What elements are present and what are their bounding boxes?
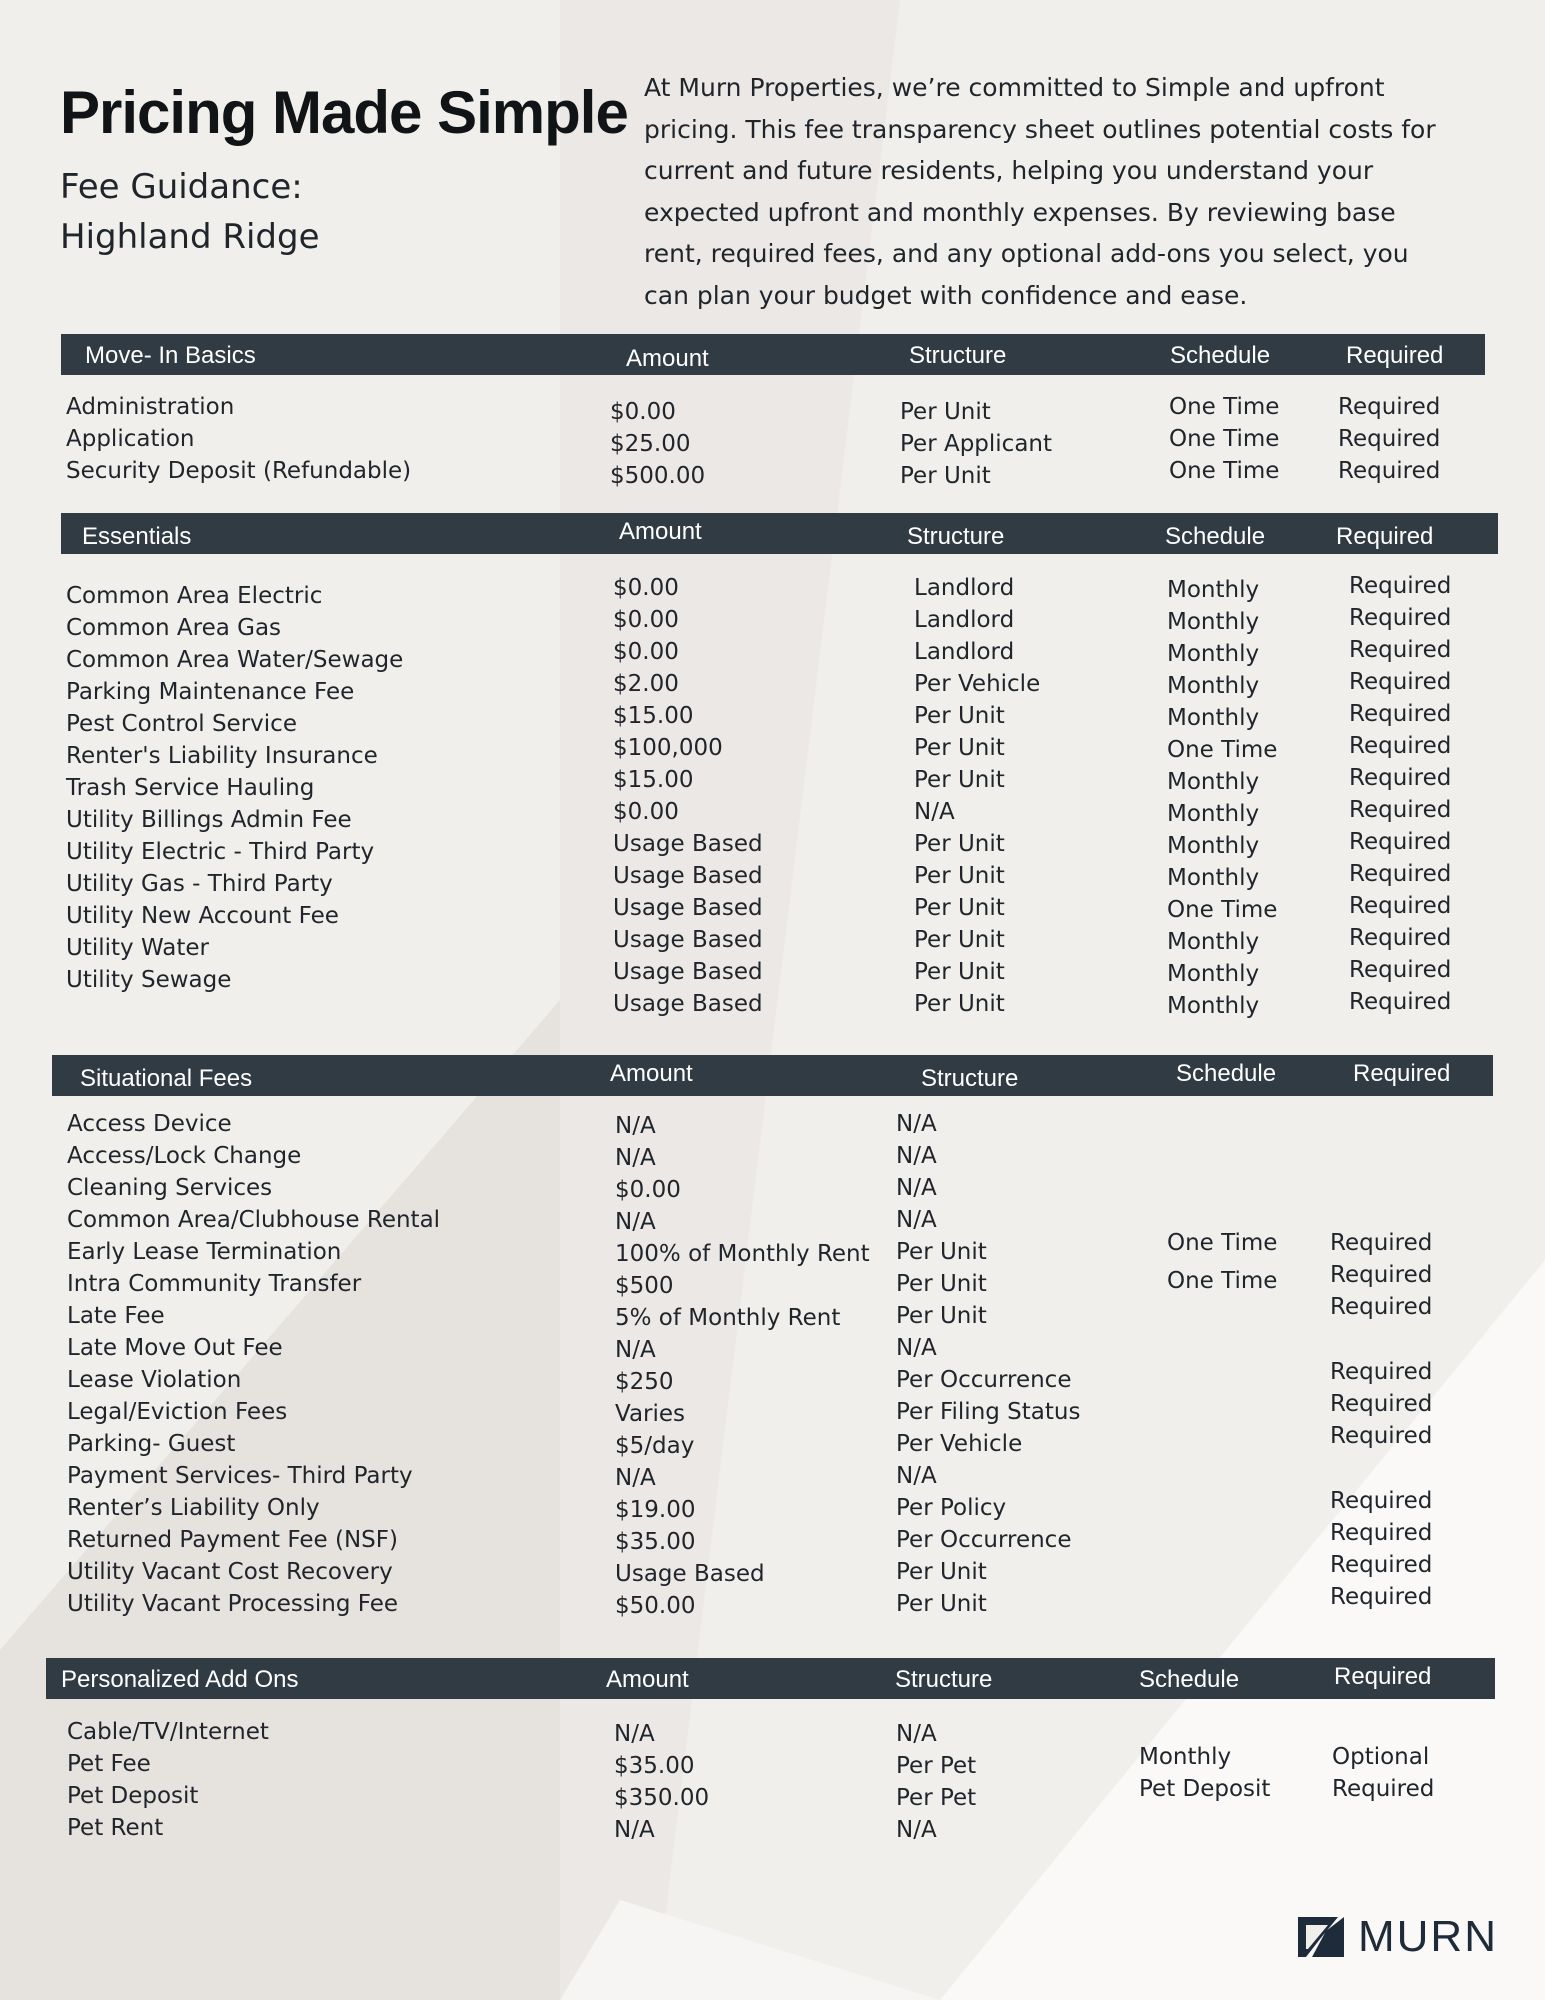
- situational-amounts: [615, 1110, 870, 1622]
- fee-structure: N/A: [896, 1207, 937, 1233]
- fee-schedule: Monthly: [1167, 577, 1260, 603]
- fee-required: Required: [1349, 573, 1452, 599]
- fee-amount: N/A: [615, 1209, 656, 1235]
- subtitle-line-1: Fee Guidance:: [60, 167, 303, 207]
- column-header-structure: Structure: [895, 1666, 993, 1693]
- fee-structure: Per Occurrence: [896, 1367, 1072, 1393]
- fee-amount: $15.00: [613, 767, 694, 793]
- fee-name: Renter's Liability Insurance: [66, 743, 378, 769]
- situational-required-block-3: [1330, 1485, 1432, 1613]
- column-header-amount: Amount: [610, 1060, 693, 1087]
- move-in-required: [1338, 391, 1440, 487]
- fee-structure: Per Unit: [896, 1591, 987, 1617]
- fee-schedule: Monthly: [1167, 641, 1260, 667]
- fee-amount: Usage Based: [613, 927, 763, 953]
- intro-paragraph: At Murn Properties, we’re committed to Simple and upfront pricing. This fee transparency sheet outlines potential costs for current and future residents, helping you understand your expected upfront and monthly expenses. By reviewing base rent, required fees, and any optional add-ons you select, you can plan your budget with confidence and ease.: [644, 73, 1436, 310]
- fee-required: Required: [1332, 1776, 1435, 1802]
- fee-required: Required: [1338, 426, 1441, 452]
- section-title: Situational Fees: [80, 1065, 253, 1092]
- fee-structure: Per Unit: [900, 399, 991, 425]
- fee-required: Required: [1349, 829, 1452, 855]
- situational-required-block-1: [1330, 1227, 1432, 1323]
- fee-name: Late Move Out Fee: [67, 1335, 283, 1361]
- fee-structure: Per Vehicle: [896, 1431, 1023, 1457]
- column-header-structure: Structure: [907, 523, 1005, 550]
- fee-structure: N/A: [896, 1143, 937, 1169]
- column-header-structure: Structure: [909, 342, 1007, 369]
- fee-name: Trash Service Hauling: [66, 775, 315, 801]
- fee-required: Required: [1330, 1584, 1433, 1610]
- fee-name: Utility Electric - Third Party: [66, 839, 375, 865]
- fee-schedule: Monthly: [1167, 865, 1260, 891]
- fee-schedule: One Time: [1169, 394, 1280, 420]
- fee-structure: Per Unit: [896, 1559, 987, 1585]
- fee-amount: $15.00: [613, 703, 694, 729]
- situational-structures: [896, 1108, 1080, 1620]
- fee-amount: $0.00: [613, 575, 679, 601]
- fee-name: Parking Maintenance Fee: [66, 679, 355, 705]
- fee-structure: N/A: [896, 1175, 937, 1201]
- section-header-move-in: [61, 334, 1485, 375]
- fee-amount: $350.00: [614, 1785, 710, 1811]
- fee-structure: Per Unit: [914, 831, 1005, 857]
- fee-required: Required: [1330, 1391, 1433, 1417]
- column-header-required: Required: [1336, 523, 1434, 550]
- fee-schedule: Monthly: [1139, 1744, 1232, 1770]
- fee-amount: $0.00: [610, 399, 676, 425]
- addons-required: [1332, 1741, 1434, 1805]
- move-in-amounts: [610, 396, 705, 492]
- fee-schedule: Monthly: [1167, 961, 1260, 987]
- subtitle-line-2: Highland Ridge: [60, 217, 320, 257]
- fee-name: Common Area Gas: [66, 615, 282, 641]
- fee-schedule: Monthly: [1167, 993, 1260, 1019]
- essentials-names: [66, 580, 403, 996]
- column-header-schedule: Schedule: [1170, 342, 1271, 369]
- addons-schedules: [1139, 1741, 1270, 1805]
- fee-structure: Per Unit: [914, 991, 1005, 1017]
- fee-schedule: One Time: [1169, 458, 1280, 484]
- fee-schedule: One Time: [1167, 737, 1278, 763]
- fee-structure: Per Policy: [896, 1495, 1007, 1521]
- murn-logo: [1298, 1912, 1498, 1962]
- essentials-required: [1349, 570, 1451, 1018]
- fee-name: Pet Rent: [67, 1815, 164, 1841]
- fee-amount: $5/day: [615, 1433, 695, 1459]
- fee-required: Required: [1330, 1262, 1433, 1288]
- fee-name: Early Lease Termination: [67, 1239, 342, 1265]
- fee-structure: Per Unit: [914, 703, 1005, 729]
- fee-structure: N/A: [914, 799, 955, 825]
- fee-amount: $19.00: [615, 1497, 696, 1523]
- fee-name: Late Fee: [67, 1303, 165, 1329]
- fee-amount: Usage Based: [615, 1561, 765, 1587]
- fee-amount: $0.00: [613, 607, 679, 633]
- fee-amount: $0.00: [615, 1177, 681, 1203]
- situational-required-block-2: [1330, 1356, 1432, 1452]
- fee-name: Intra Community Transfer: [67, 1271, 362, 1297]
- fee-required: Required: [1330, 1552, 1433, 1578]
- fee-required: Required: [1349, 605, 1452, 631]
- fee-amount: $250: [615, 1369, 674, 1395]
- addons-amounts: [614, 1718, 709, 1846]
- fee-structure: Per Vehicle: [914, 671, 1041, 697]
- column-header-required: Required: [1353, 1060, 1451, 1087]
- essentials-structures: [914, 572, 1040, 1020]
- addons-structures: [896, 1718, 976, 1846]
- fee-name: Payment Services- Third Party: [67, 1463, 413, 1489]
- fee-structure: Per Applicant: [900, 431, 1053, 457]
- column-header-amount: Amount: [619, 518, 702, 545]
- fee-name: Application: [66, 426, 195, 452]
- fee-name: Access Device: [67, 1111, 232, 1137]
- column-header-required: Required: [1346, 342, 1444, 369]
- fee-structure: Per Unit: [914, 959, 1005, 985]
- page-title: Pricing Made Simple: [60, 79, 628, 146]
- fee-required: Optional: [1332, 1744, 1430, 1770]
- fee-name: Utility Gas - Third Party: [66, 871, 333, 897]
- fee-structure: N/A: [896, 1721, 937, 1747]
- column-header-schedule: Schedule: [1176, 1060, 1277, 1087]
- fee-amount: Usage Based: [613, 831, 763, 857]
- column-header-schedule: Schedule: [1165, 523, 1266, 550]
- fee-required: Required: [1349, 701, 1452, 727]
- fee-structure: Per Pet: [896, 1753, 977, 1779]
- fee-required: Required: [1349, 637, 1452, 663]
- murn-logo-icon: [1298, 1917, 1344, 1957]
- fee-schedule: Monthly: [1167, 609, 1260, 635]
- fee-schedule: One Time: [1167, 897, 1278, 923]
- fee-amount: $0.00: [613, 639, 679, 665]
- move-in-structures: [900, 396, 1052, 492]
- fee-amount: $2.00: [613, 671, 679, 697]
- essentials-amounts: [613, 572, 763, 1020]
- fee-schedule: Monthly: [1167, 705, 1260, 731]
- fee-name: Legal/Eviction Fees: [67, 1399, 288, 1425]
- column-header-required: Required: [1334, 1663, 1432, 1690]
- fee-required: Required: [1330, 1520, 1433, 1546]
- fee-required: Required: [1349, 893, 1452, 919]
- fee-structure: Per Filing Status: [896, 1399, 1081, 1425]
- fee-name: Administration: [66, 394, 235, 420]
- column-header-structure: Structure: [921, 1065, 1019, 1092]
- fee-structure: Per Unit: [914, 895, 1005, 921]
- fee-required: Required: [1338, 458, 1441, 484]
- fee-required: Required: [1330, 1423, 1433, 1449]
- fee-structure: N/A: [896, 1111, 937, 1137]
- column-header-amount: Amount: [626, 345, 709, 372]
- page-subtitle: [60, 162, 480, 262]
- fee-amount: $500: [615, 1273, 674, 1299]
- fee-name: Utility Vacant Cost Recovery: [67, 1559, 393, 1585]
- fee-schedule: Monthly: [1167, 769, 1260, 795]
- fee-amount: Usage Based: [613, 959, 763, 985]
- fee-amount: N/A: [614, 1721, 655, 1747]
- fee-structure: Per Unit: [914, 767, 1005, 793]
- fee-amount: $500.00: [610, 463, 706, 489]
- fee-schedule: One Time: [1167, 1230, 1278, 1256]
- essentials-schedules: [1167, 574, 1277, 1022]
- fee-name: Common Area/Clubhouse Rental: [67, 1207, 441, 1233]
- fee-amount: Varies: [615, 1401, 686, 1427]
- logo-wordmark: MURN: [1358, 1912, 1498, 1961]
- fee-required: Required: [1349, 733, 1452, 759]
- fee-required: Required: [1349, 669, 1452, 695]
- fee-name: Utility Water: [66, 935, 209, 961]
- fee-schedule: Monthly: [1167, 673, 1260, 699]
- situational-names: [67, 1108, 440, 1620]
- fee-structure: Per Unit: [914, 863, 1005, 889]
- fee-required: Required: [1349, 989, 1452, 1015]
- fee-name: Utility Vacant Processing Fee: [67, 1591, 399, 1617]
- fee-required: Required: [1330, 1488, 1433, 1514]
- fee-structure: N/A: [896, 1335, 937, 1361]
- fee-structure: Per Unit: [900, 463, 991, 489]
- fee-name: Utility Sewage: [66, 967, 232, 993]
- fee-amount: N/A: [615, 1113, 656, 1139]
- section-header-essentials: [61, 513, 1498, 554]
- fee-name: Common Area Electric: [66, 583, 323, 609]
- fee-name: Renter’s Liability Only: [67, 1495, 320, 1521]
- fee-name: Pest Control Service: [66, 711, 297, 737]
- fee-structure: Per Occurrence: [896, 1527, 1072, 1553]
- fee-amount: $100,000: [613, 735, 723, 761]
- fee-name: Returned Payment Fee (NSF): [67, 1527, 398, 1553]
- fee-schedule: One Time: [1169, 426, 1280, 452]
- fee-amount: $35.00: [614, 1753, 695, 1779]
- fee-schedule: Monthly: [1167, 833, 1260, 859]
- fee-name: Cleaning Services: [67, 1175, 273, 1201]
- section-header-situational: [52, 1055, 1493, 1096]
- fee-schedule: Monthly: [1167, 801, 1260, 827]
- fee-amount: $0.00: [613, 799, 679, 825]
- fee-required: Required: [1338, 394, 1441, 420]
- move-in-schedules: [1169, 391, 1279, 487]
- fee-required: Required: [1349, 861, 1452, 887]
- fee-amount: $25.00: [610, 431, 691, 457]
- fee-structure: Landlord: [914, 607, 1015, 633]
- fee-structure: N/A: [896, 1463, 937, 1489]
- fee-structure: N/A: [896, 1817, 937, 1843]
- fee-name: Security Deposit (Refundable): [66, 458, 412, 484]
- fee-schedule: One Time: [1167, 1268, 1278, 1294]
- column-header-amount: Amount: [606, 1666, 689, 1693]
- fee-name: Access/Lock Change: [67, 1143, 302, 1169]
- fee-required: Required: [1349, 797, 1452, 823]
- section-header-addons: [46, 1658, 1495, 1699]
- fee-name: Common Area Water/Sewage: [66, 647, 404, 673]
- fee-amount: $50.00: [615, 1593, 696, 1619]
- fee-required: Required: [1330, 1294, 1433, 1320]
- fee-amount: 5% of Monthly Rent: [615, 1305, 841, 1331]
- fee-required: Required: [1330, 1230, 1433, 1256]
- fee-amount: 100% of Monthly Rent: [615, 1241, 870, 1267]
- fee-amount: N/A: [615, 1337, 656, 1363]
- fee-structure: Per Unit: [914, 927, 1005, 953]
- section-title: Move- In Basics: [85, 342, 256, 369]
- situational-schedules: [1167, 1227, 1277, 1297]
- fee-structure: Per Unit: [896, 1271, 987, 1297]
- fee-name: Pet Fee: [67, 1751, 151, 1777]
- fee-amount: Usage Based: [613, 991, 763, 1017]
- section-title: Essentials: [82, 523, 192, 550]
- fee-amount: N/A: [614, 1817, 655, 1843]
- fee-required: Required: [1349, 925, 1452, 951]
- fee-amount: $35.00: [615, 1529, 696, 1555]
- addons-names: [67, 1716, 269, 1844]
- fee-amount: Usage Based: [613, 895, 763, 921]
- fee-schedule: Monthly: [1167, 929, 1260, 955]
- fee-name: Cable/TV/Internet: [67, 1719, 269, 1745]
- fee-name: Parking- Guest: [67, 1431, 236, 1457]
- fee-structure: Per Unit: [896, 1239, 987, 1265]
- fee-name: Lease Violation: [67, 1367, 242, 1393]
- fee-structure: Landlord: [914, 639, 1015, 665]
- fee-amount: Usage Based: [613, 863, 763, 889]
- fee-structure: Per Unit: [914, 735, 1005, 761]
- fee-name: Utility New Account Fee: [66, 903, 339, 929]
- fee-amount: N/A: [615, 1145, 656, 1171]
- fee-required: Required: [1349, 765, 1452, 791]
- fee-required: Required: [1349, 957, 1452, 983]
- fee-structure: Per Unit: [896, 1303, 987, 1329]
- fee-required: Required: [1330, 1359, 1433, 1385]
- fee-name: Utility Billings Admin Fee: [66, 807, 352, 833]
- move-in-names: [66, 391, 411, 487]
- fee-structure: Landlord: [914, 575, 1015, 601]
- fee-schedule: Pet Deposit: [1139, 1776, 1271, 1802]
- fee-name: Pet Deposit: [67, 1783, 199, 1809]
- column-header-schedule: Schedule: [1139, 1666, 1240, 1693]
- fee-structure: Per Pet: [896, 1785, 977, 1811]
- fee-amount: N/A: [615, 1465, 656, 1491]
- section-title: Personalized Add Ons: [61, 1666, 299, 1693]
